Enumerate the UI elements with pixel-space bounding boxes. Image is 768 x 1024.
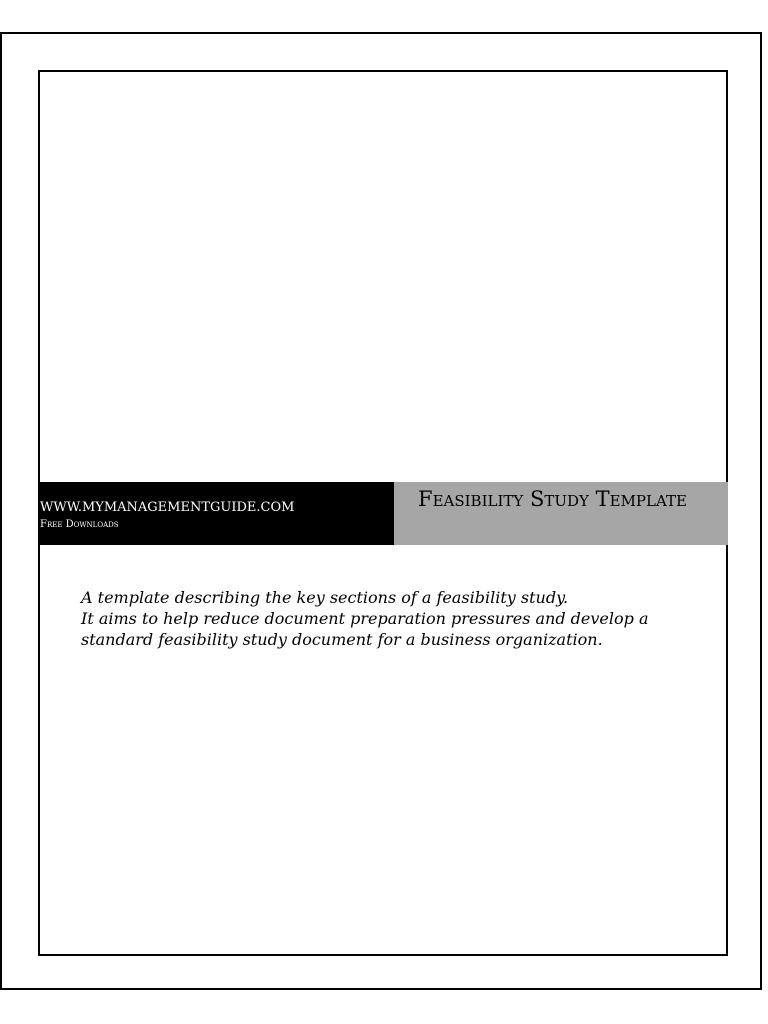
title-band — [38, 482, 728, 545]
document-title: Feasibility Study Template — [418, 487, 687, 511]
document-description — [81, 587, 711, 650]
description-line: standard feasibility study document for a business organization. — [81, 630, 603, 649]
site-url[interactable]: WWW.MYMANAGEMENTGUIDE.COM — [40, 500, 295, 515]
site-banner — [38, 482, 394, 545]
free-downloads-label: Free Downloads — [40, 519, 119, 530]
title-banner — [394, 482, 728, 545]
description-line: It aims to help reduce document preparation pressures and develop a — [81, 609, 649, 628]
description-line: A template describing the key sections of a feasibility study. — [81, 588, 569, 607]
